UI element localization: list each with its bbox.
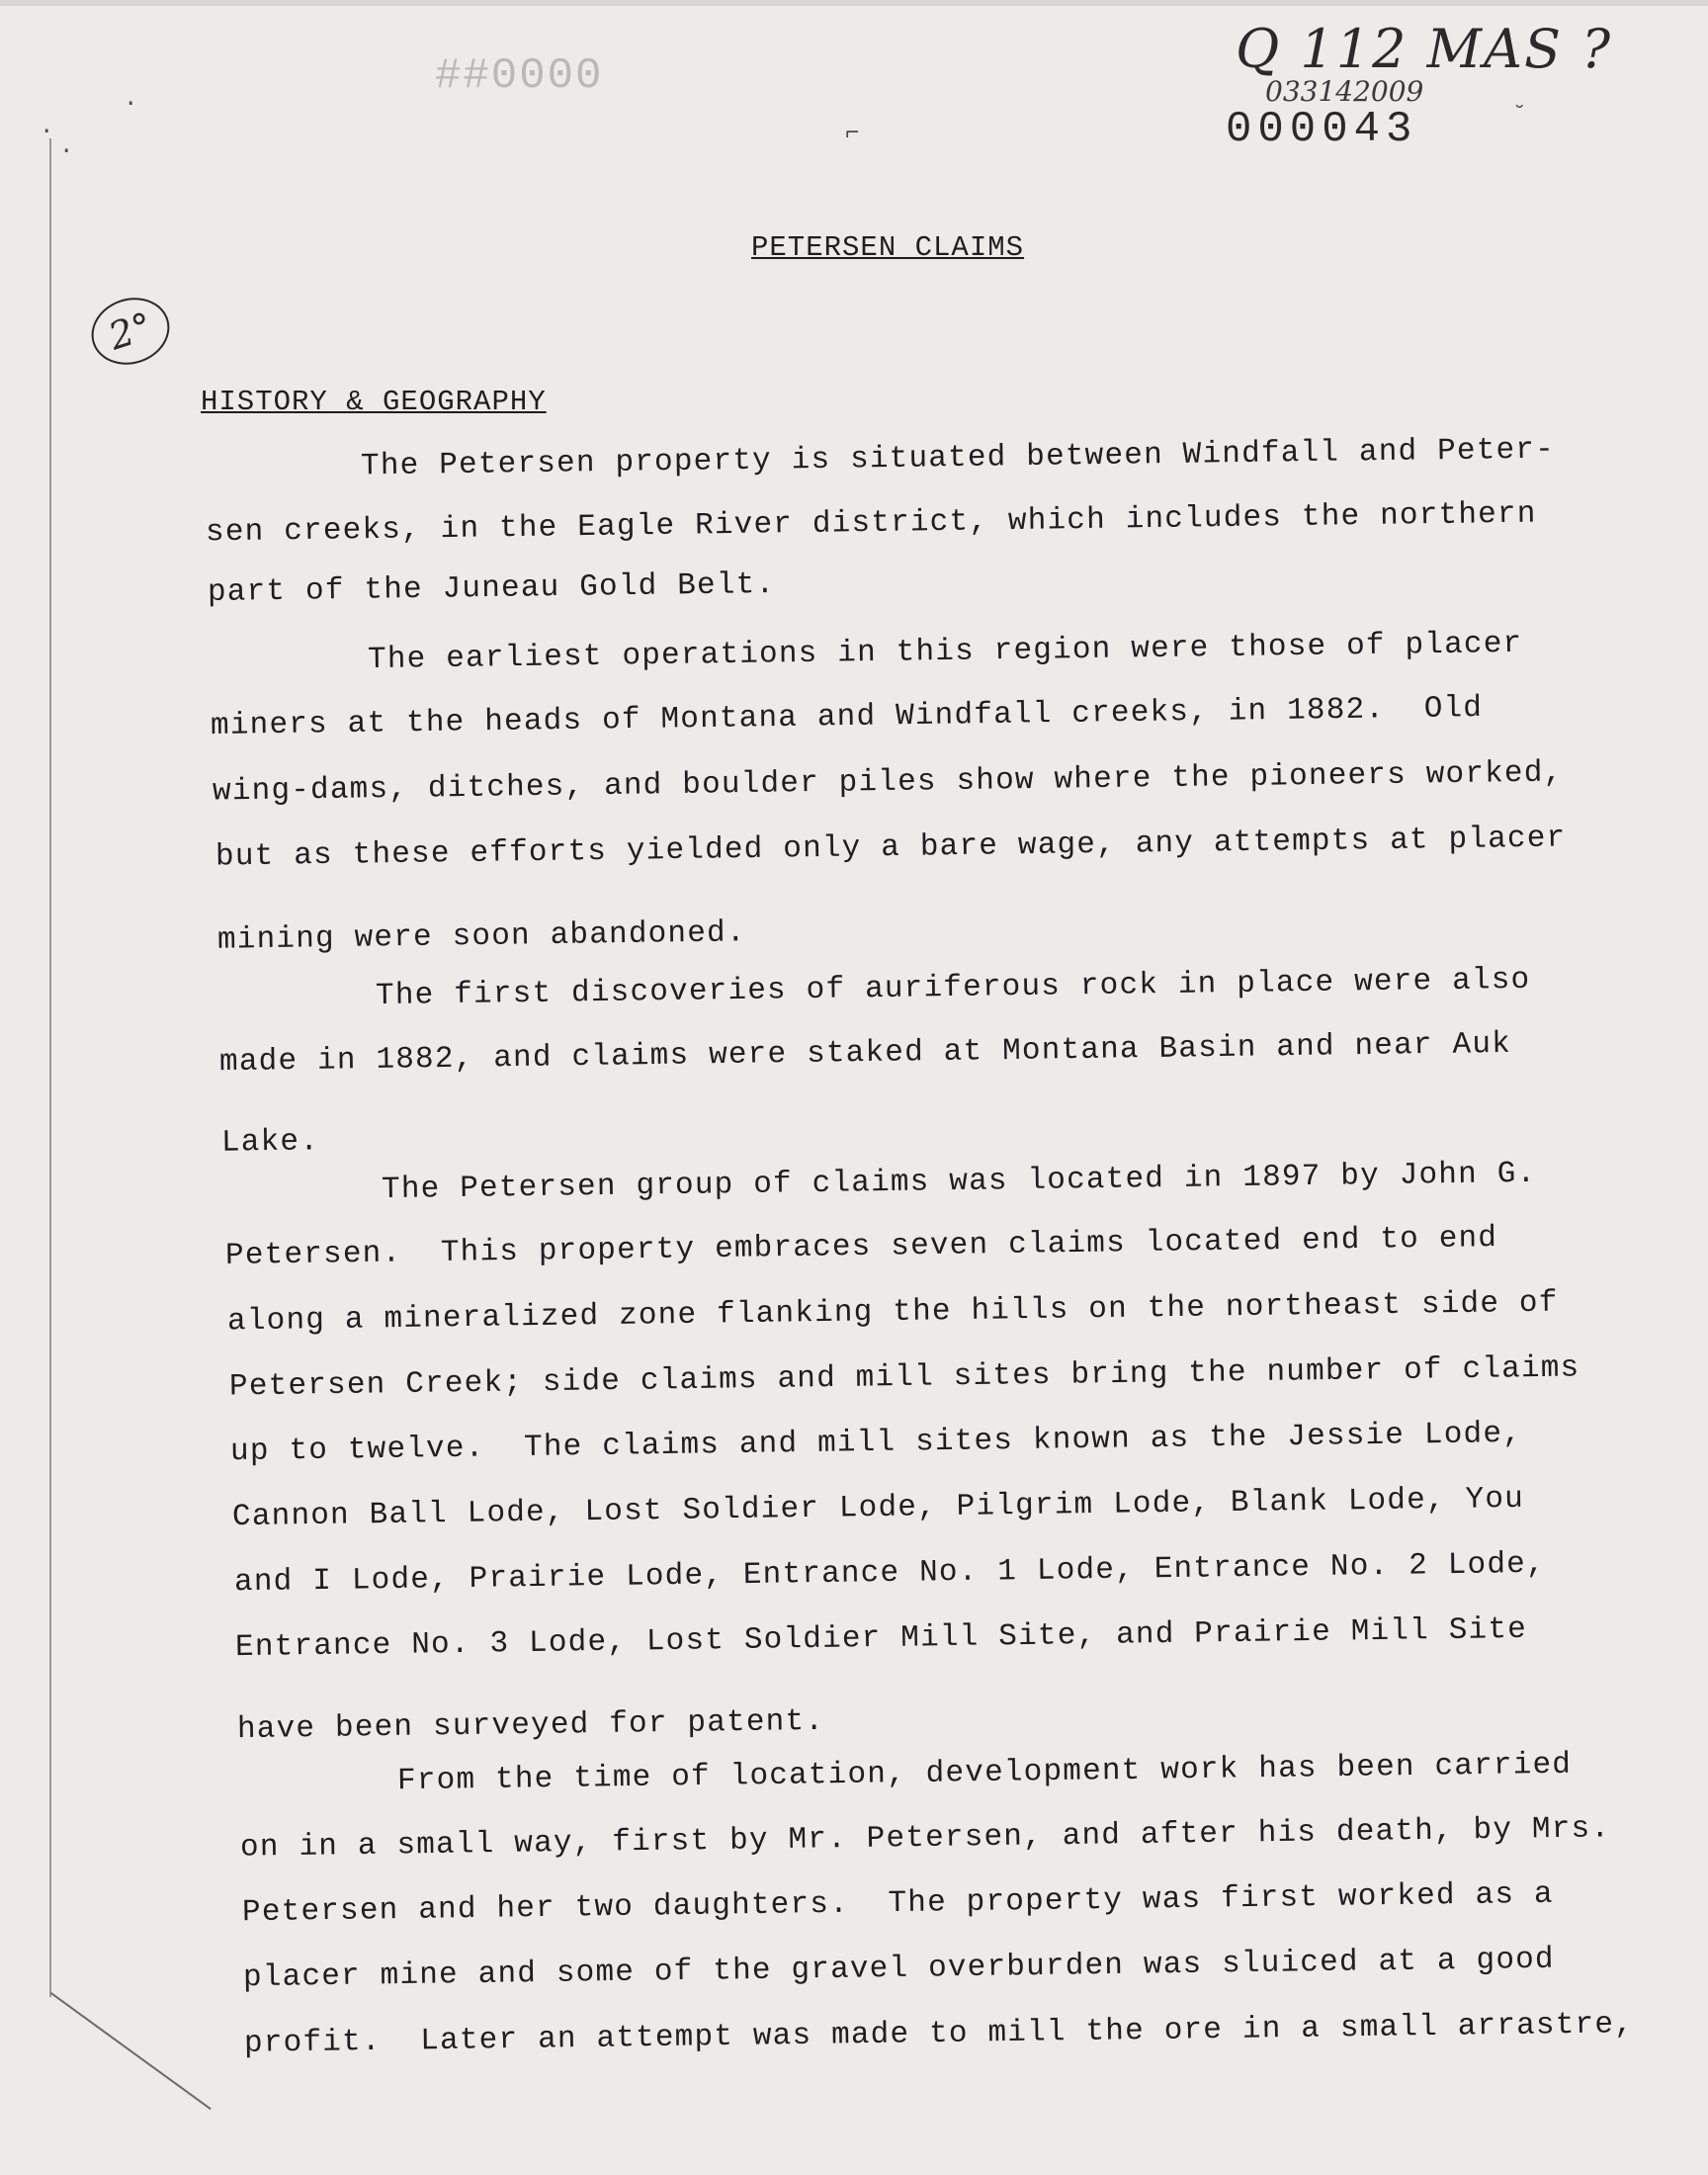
text-line: sen creeks, in the Eagle River district, which includes the northern [205, 496, 1537, 551]
text-line: and I Lode, Prairie Lode, Entrance No. 1 Lode, Entrance No. 2 Lode, [233, 1546, 1546, 1601]
stamped-page-number: 000043 [1226, 105, 1418, 154]
text-line: Petersen and her two daughters. The property was first worked as a [241, 1876, 1554, 1931]
text-line: Entrance No. 3 Lode, Lost Soldier Mill Site, and Prairie Mill Site [234, 1611, 1528, 1666]
text-line: The Petersen group of claims was located in 1897 by John G. [381, 1156, 1537, 1208]
scan-speck: · [59, 138, 74, 165]
circled-note: 2° [83, 288, 178, 374]
text-line: on in a small way, first by Mr. Petersen, and after his death, by Mrs. [239, 1811, 1611, 1866]
scan-speck: · [124, 91, 138, 118]
text-line: The earliest operations in this region were those of placer [367, 626, 1523, 678]
text-line: profit. Later an attempt was made to mill the ore in a small arrastre, [243, 2007, 1635, 2061]
scan-fold-line [50, 1992, 212, 2110]
scan-speck: · [40, 119, 54, 145]
text-line: The first discoveries of auriferous rock in place were also [375, 962, 1531, 1014]
text-line: part of the Juneau Gold Belt. [207, 566, 776, 611]
text-line: placer mine and some of the gravel overburden was sluiced at a good [242, 1942, 1555, 1996]
faint-stamp: ##0000 [435, 51, 604, 101]
text-line: Cannon Ball Lode, Lost Soldier Lode, Pilgrim Lode, Blank Lode, You [231, 1481, 1525, 1535]
document-title: PETERSEN CLAIMS [751, 231, 1025, 264]
scan-speck: ˘ [1512, 103, 1527, 130]
text-line: Petersen. This property embraces seven claims located end to end [224, 1221, 1498, 1273]
handwritten-reference: Q 112 MAS ? [1236, 18, 1613, 80]
handwritten-id: 033142009 [1265, 75, 1424, 108]
scan-speck: ⌐ [845, 121, 860, 147]
text-line: miners at the heads of Montana and Windfall creeks, in 1882. Old [210, 691, 1484, 743]
text-line: made in 1882, and claims were staked at Montana Basin and near Auk [218, 1026, 1512, 1081]
scan-left-edge [49, 138, 51, 1997]
text-line: wing-dams, ditches, and boulder piles show where the pioneers worked, [212, 755, 1564, 810]
text-line: From the time of location, development work has been carried [396, 1747, 1573, 1799]
section-heading: HISTORY & GEOGRAPHY [201, 386, 547, 418]
scan-top-edge [0, 0, 1708, 6]
text-line: The Petersen property is situated between Windfall and Peter- [360, 432, 1556, 484]
text-line: but as these efforts yielded only a bare wage, any attempts at placer [214, 821, 1567, 875]
text-line: Petersen Creek; side claims and mill sites bring the number of claims [228, 1350, 1580, 1405]
text-line: along a mineralized zone flanking the hills on the northeast side of [226, 1285, 1559, 1340]
text-line: up to twelve. The claims and mill sites known as the Jessie Lode, [229, 1416, 1523, 1470]
text-line: Lake. [220, 1124, 320, 1161]
text-line: mining were soon abandoned. [216, 915, 746, 958]
text-line: have been surveyed for patent. [236, 1703, 825, 1748]
